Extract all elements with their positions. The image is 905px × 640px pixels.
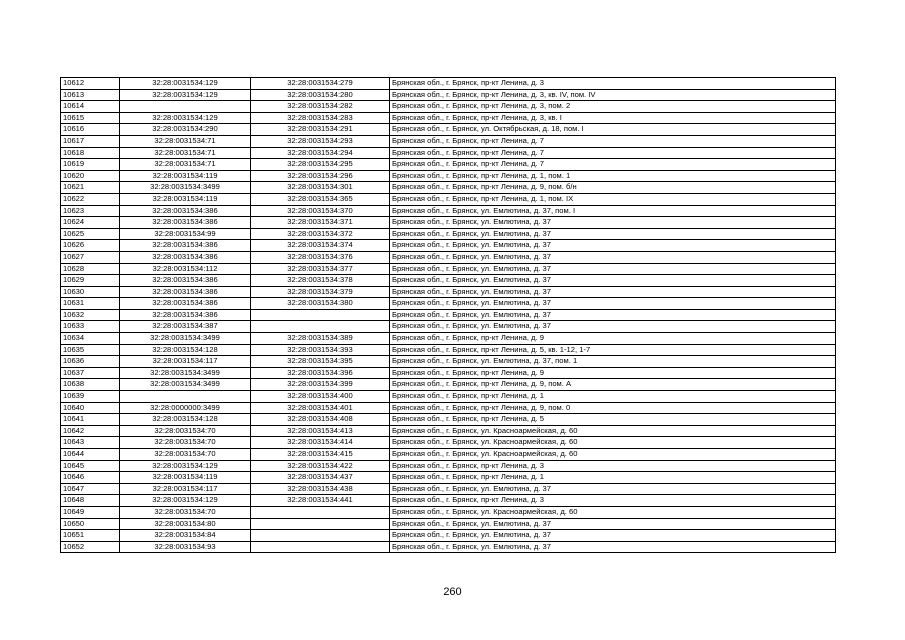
cadastral-number: 32:28:0031534:399 — [251, 379, 390, 391]
table-row — [61, 298, 836, 310]
parent-cadastral-number: 32:28:0031534:70 — [120, 437, 251, 449]
parent-cadastral-number: 32:28:0031534:386 — [120, 286, 251, 298]
row-number: 10630 — [61, 286, 120, 298]
parent-cadastral-number: 32:28:0031534:93 — [120, 541, 251, 553]
row-number: 10618 — [61, 147, 120, 159]
cadastral-number: 32:28:0031534:415 — [251, 449, 390, 461]
parent-cadastral-number: 32:28:0031534:80 — [120, 518, 251, 530]
table-row — [61, 217, 836, 229]
cadastral-number: 32:28:0031534:372 — [251, 228, 390, 240]
address: Брянская обл., г. Брянск, ул. Емлютина, д. 37 — [390, 298, 836, 310]
registry-table — [60, 77, 836, 553]
address: Брянская обл., г. Брянск, пр-кт Ленина, д. 5 — [390, 414, 836, 426]
address: Брянская обл., г. Брянск, ул. Красноармейская, д. 60 — [390, 506, 836, 518]
address: Брянская обл., г. Брянск, ул. Емлютина, д. 37 — [390, 263, 836, 275]
parent-cadastral-number: 32:28:0031534:119 — [120, 472, 251, 484]
row-number: 10623 — [61, 205, 120, 217]
parent-cadastral-number: 32:28:0031534:70 — [120, 449, 251, 461]
row-number: 10626 — [61, 240, 120, 252]
address: Брянская обл., г. Брянск, пр-кт Ленина, д. 3, кв. IV, пом. IV — [390, 89, 836, 101]
cadastral-number: 32:28:0031534:293 — [251, 135, 390, 147]
address: Брянская обл., г. Брянск, ул. Емлютина, д. 37 — [390, 483, 836, 495]
table-row — [61, 193, 836, 205]
address: Брянская обл., г. Брянск, ул. Емлютина, д. 37 — [390, 240, 836, 252]
parent-cadastral-number: 32:28:0031534:112 — [120, 263, 251, 275]
table-row — [61, 518, 836, 530]
row-number: 10612 — [61, 78, 120, 90]
cadastral-number: 32:28:0031534:401 — [251, 402, 390, 414]
row-number: 10650 — [61, 518, 120, 530]
cadastral-number: 32:28:0031534:438 — [251, 483, 390, 495]
parent-cadastral-number: 32:28:0031534:3499 — [120, 333, 251, 345]
row-number: 10637 — [61, 367, 120, 379]
address: Брянская обл., г. Брянск, пр-кт Ленина, д. 3 — [390, 495, 836, 507]
table-row — [61, 147, 836, 159]
table-row — [61, 460, 836, 472]
address: Брянская обл., г. Брянск, пр-кт Ленина, д. 1 — [390, 472, 836, 484]
table-row — [61, 379, 836, 391]
row-number: 10639 — [61, 391, 120, 403]
table-row — [61, 286, 836, 298]
address: Брянская обл., г. Брянск, ул. Емлютина, д. 37 — [390, 541, 836, 553]
cadastral-number: 32:28:0031534:414 — [251, 437, 390, 449]
table-row — [61, 275, 836, 287]
table-row — [61, 263, 836, 275]
cadastral-number: 32:28:0031534:376 — [251, 251, 390, 263]
table-row — [61, 159, 836, 171]
row-number: 10638 — [61, 379, 120, 391]
row-number: 10629 — [61, 275, 120, 287]
cadastral-number: 32:28:0031534:389 — [251, 333, 390, 345]
parent-cadastral-number: 32:28:0031534:386 — [120, 217, 251, 229]
row-number: 10614 — [61, 101, 120, 113]
row-number: 10648 — [61, 495, 120, 507]
table-row — [61, 89, 836, 101]
cadastral-number: 32:28:0031534:396 — [251, 367, 390, 379]
cadastral-number: 32:28:0031534:378 — [251, 275, 390, 287]
cadastral-number: 32:28:0031534:408 — [251, 414, 390, 426]
table-row — [61, 240, 836, 252]
table-row — [61, 344, 836, 356]
table-row — [61, 170, 836, 182]
table-row — [61, 437, 836, 449]
cadastral-number: 32:28:0031534:393 — [251, 344, 390, 356]
row-number: 10617 — [61, 135, 120, 147]
parent-cadastral-number: 32:28:0031534:99 — [120, 228, 251, 240]
address: Брянская обл., г. Брянск, ул. Емлютина, д. 37 — [390, 286, 836, 298]
cadastral-number: 32:28:0031534:395 — [251, 356, 390, 368]
parent-cadastral-number: 32:28:0031534:3499 — [120, 367, 251, 379]
table-row — [61, 367, 836, 379]
address: Брянская обл., г. Брянск, ул. Емлютина, д. 37, пом. I — [390, 205, 836, 217]
row-number: 10624 — [61, 217, 120, 229]
parent-cadastral-number: 32:28:0031534:117 — [120, 356, 251, 368]
row-number: 10642 — [61, 425, 120, 437]
row-number: 10616 — [61, 124, 120, 136]
table-row — [61, 541, 836, 553]
parent-cadastral-number: 32:28:0031534:387 — [120, 321, 251, 333]
row-number: 10647 — [61, 483, 120, 495]
parent-cadastral-number: 32:28:0031534:71 — [120, 135, 251, 147]
cadastral-number — [251, 518, 390, 530]
address: Брянская обл., г. Брянск, пр-кт Ленина, д. 3, пом. 2 — [390, 101, 836, 113]
cadastral-number: 32:28:0031534:379 — [251, 286, 390, 298]
address: Брянская обл., г. Брянск, ул. Емлютина, д. 37 — [390, 321, 836, 333]
address: Брянская обл., г. Брянск, пр-кт Ленина, д. 9 — [390, 367, 836, 379]
address: Брянская обл., г. Брянск, пр-кт Ленина, д. 1, пом. 1 — [390, 170, 836, 182]
cadastral-number: 32:28:0031534:413 — [251, 425, 390, 437]
row-number: 10646 — [61, 472, 120, 484]
row-number: 10641 — [61, 414, 120, 426]
parent-cadastral-number: 32:28:0031534:71 — [120, 147, 251, 159]
cadastral-number: 32:28:0031534:370 — [251, 205, 390, 217]
table-row — [61, 495, 836, 507]
parent-cadastral-number: 32:28:0031534:119 — [120, 193, 251, 205]
parent-cadastral-number: 32:28:0031534:70 — [120, 506, 251, 518]
table-row — [61, 205, 836, 217]
address: Брянская обл., г. Брянск, ул. Емлютина, д. 37 — [390, 217, 836, 229]
cadastral-number: 32:28:0031534:422 — [251, 460, 390, 472]
address: Брянская обл., г. Брянск, ул. Емлютина, д. 37 — [390, 275, 836, 287]
cadastral-number — [251, 309, 390, 321]
table-row — [61, 135, 836, 147]
cadastral-number: 32:28:0031534:279 — [251, 78, 390, 90]
row-number: 10636 — [61, 356, 120, 368]
parent-cadastral-number — [120, 101, 251, 113]
cadastral-number — [251, 321, 390, 333]
table-row — [61, 112, 836, 124]
table-row — [61, 472, 836, 484]
address: Брянская обл., г. Брянск, ул. Красноармейская, д. 60 — [390, 425, 836, 437]
row-number: 10628 — [61, 263, 120, 275]
parent-cadastral-number: 32:28:0031534:119 — [120, 170, 251, 182]
cadastral-number: 32:28:0031534:374 — [251, 240, 390, 252]
parent-cadastral-number: 32:28:0031534:386 — [120, 240, 251, 252]
cadastral-number: 32:28:0031534:296 — [251, 170, 390, 182]
cadastral-number: 32:28:0031534:301 — [251, 182, 390, 194]
cadastral-number — [251, 530, 390, 542]
row-number: 10649 — [61, 506, 120, 518]
parent-cadastral-number: 32:28:0031534:129 — [120, 78, 251, 90]
table-row — [61, 251, 836, 263]
row-number: 10627 — [61, 251, 120, 263]
cadastral-number: 32:28:0031534:280 — [251, 89, 390, 101]
cadastral-number: 32:28:0031534:282 — [251, 101, 390, 113]
row-number: 10633 — [61, 321, 120, 333]
address: Брянская обл., г. Брянск, пр-кт Ленина, д. 1 — [390, 391, 836, 403]
row-number: 10613 — [61, 89, 120, 101]
table-row — [61, 414, 836, 426]
cadastral-number: 32:28:0031534:294 — [251, 147, 390, 159]
row-number: 10645 — [61, 460, 120, 472]
table-row — [61, 483, 836, 495]
parent-cadastral-number: 32:28:0031534:386 — [120, 298, 251, 310]
table-row — [61, 506, 836, 518]
address: Брянская обл., г. Брянск, ул. Октябрьская, д. 18, пом. I — [390, 124, 836, 136]
row-number: 10644 — [61, 449, 120, 461]
table-row — [61, 425, 836, 437]
registry-table-body — [61, 78, 836, 553]
table-row — [61, 402, 836, 414]
row-number: 10635 — [61, 344, 120, 356]
parent-cadastral-number: 32:28:0031534:290 — [120, 124, 251, 136]
address: Брянская обл., г. Брянск, ул. Красноармейская, д. 60 — [390, 437, 836, 449]
parent-cadastral-number: 32:28:0031534:386 — [120, 309, 251, 321]
table-row — [61, 333, 836, 345]
cadastral-number — [251, 541, 390, 553]
address: Брянская обл., г. Брянск, пр-кт Ленина, д. 7 — [390, 135, 836, 147]
parent-cadastral-number: 32:28:0031534:128 — [120, 344, 251, 356]
cadastral-number: 32:28:0031534:380 — [251, 298, 390, 310]
table-row — [61, 228, 836, 240]
table-row — [61, 78, 836, 90]
cadastral-number: 32:28:0031534:441 — [251, 495, 390, 507]
address: Брянская обл., г. Брянск, пр-кт Ленина, д. 3 — [390, 460, 836, 472]
cadastral-number: 32:28:0031534:400 — [251, 391, 390, 403]
cadastral-number: 32:28:0031534:377 — [251, 263, 390, 275]
address: Брянская обл., г. Брянск, пр-кт Ленина, д. 9, пом. 0 — [390, 402, 836, 414]
parent-cadastral-number: 32:28:0031534:84 — [120, 530, 251, 542]
address: Брянская обл., г. Брянск, ул. Емлютина, д. 37 — [390, 309, 836, 321]
address: Брянская обл., г. Брянск, ул. Емлютина, д. 37 — [390, 228, 836, 240]
row-number: 10625 — [61, 228, 120, 240]
row-number: 10632 — [61, 309, 120, 321]
parent-cadastral-number: 32:28:0031534:70 — [120, 425, 251, 437]
table-row — [61, 449, 836, 461]
address: Брянская обл., г. Брянск, пр-кт Ленина, д. 9, пом. А — [390, 379, 836, 391]
parent-cadastral-number: 32:28:0031534:71 — [120, 159, 251, 171]
row-number: 10640 — [61, 402, 120, 414]
address: Брянская обл., г. Брянск, ул. Емлютина, д. 37 — [390, 251, 836, 263]
address: Брянская обл., г. Брянск, пр-кт Ленина, д. 9 — [390, 333, 836, 345]
parent-cadastral-number: 32:28:0031534:117 — [120, 483, 251, 495]
table-row — [61, 356, 836, 368]
parent-cadastral-number: 32:28:0031534:129 — [120, 89, 251, 101]
parent-cadastral-number: 32:28:0000000:3499 — [120, 402, 251, 414]
cadastral-number: 32:28:0031534:291 — [251, 124, 390, 136]
table-row — [61, 124, 836, 136]
address: Брянская обл., г. Брянск, пр-кт Ленина, д. 7 — [390, 147, 836, 159]
address: Брянская обл., г. Брянск, пр-кт Ленина, д. 5, кв. 1-12, 1-7 — [390, 344, 836, 356]
parent-cadastral-number: 32:28:0031534:386 — [120, 275, 251, 287]
row-number: 10634 — [61, 333, 120, 345]
row-number: 10652 — [61, 541, 120, 553]
address: Брянская обл., г. Брянск, ул. Емлютина, д. 37, пом. 1 — [390, 356, 836, 368]
table-row — [61, 530, 836, 542]
address: Брянская обл., г. Брянск, ул. Емлютина, д. 37 — [390, 530, 836, 542]
address: Брянская обл., г. Брянск, пр-кт Ленина, д. 3, кв. I — [390, 112, 836, 124]
cadastral-number: 32:28:0031534:437 — [251, 472, 390, 484]
table-row — [61, 101, 836, 113]
cadastral-number: 32:28:0031534:283 — [251, 112, 390, 124]
table-row — [61, 309, 836, 321]
cadastral-number: 32:28:0031534:295 — [251, 159, 390, 171]
parent-cadastral-number: 32:28:0031534:128 — [120, 414, 251, 426]
parent-cadastral-number: 32:28:0031534:129 — [120, 460, 251, 472]
address: Брянская обл., г. Брянск, ул. Емлютина, д. 37 — [390, 518, 836, 530]
row-number: 10621 — [61, 182, 120, 194]
address: Брянская обл., г. Брянск, пр-кт Ленина, д. 7 — [390, 159, 836, 171]
row-number: 10622 — [61, 193, 120, 205]
parent-cadastral-number: 32:28:0031534:3499 — [120, 182, 251, 194]
address: Брянская обл., г. Брянск, пр-кт Ленина, д. 1, пом. IX — [390, 193, 836, 205]
address: Брянская обл., г. Брянск, пр-кт Ленина, д. 3 — [390, 78, 836, 90]
parent-cadastral-number: 32:28:0031534:129 — [120, 495, 251, 507]
parent-cadastral-number: 32:28:0031534:386 — [120, 205, 251, 217]
page-number: 260 — [443, 586, 462, 598]
row-number: 10620 — [61, 170, 120, 182]
cadastral-number: 32:28:0031534:371 — [251, 217, 390, 229]
row-number: 10631 — [61, 298, 120, 310]
row-number: 10643 — [61, 437, 120, 449]
parent-cadastral-number: 32:28:0031534:129 — [120, 112, 251, 124]
table-row — [61, 182, 836, 194]
address: Брянская обл., г. Брянск, ул. Красноармейская, д. 60 — [390, 449, 836, 461]
table-row — [61, 321, 836, 333]
row-number: 10619 — [61, 159, 120, 171]
row-number: 10651 — [61, 530, 120, 542]
parent-cadastral-number — [120, 391, 251, 403]
row-number: 10615 — [61, 112, 120, 124]
cadastral-number: 32:28:0031534:365 — [251, 193, 390, 205]
table-row — [61, 391, 836, 403]
address: Брянская обл., г. Брянск, пр-кт Ленина, д. 9, пом. б/н — [390, 182, 836, 194]
parent-cadastral-number: 32:28:0031534:3499 — [120, 379, 251, 391]
parent-cadastral-number: 32:28:0031534:386 — [120, 251, 251, 263]
cadastral-number — [251, 506, 390, 518]
